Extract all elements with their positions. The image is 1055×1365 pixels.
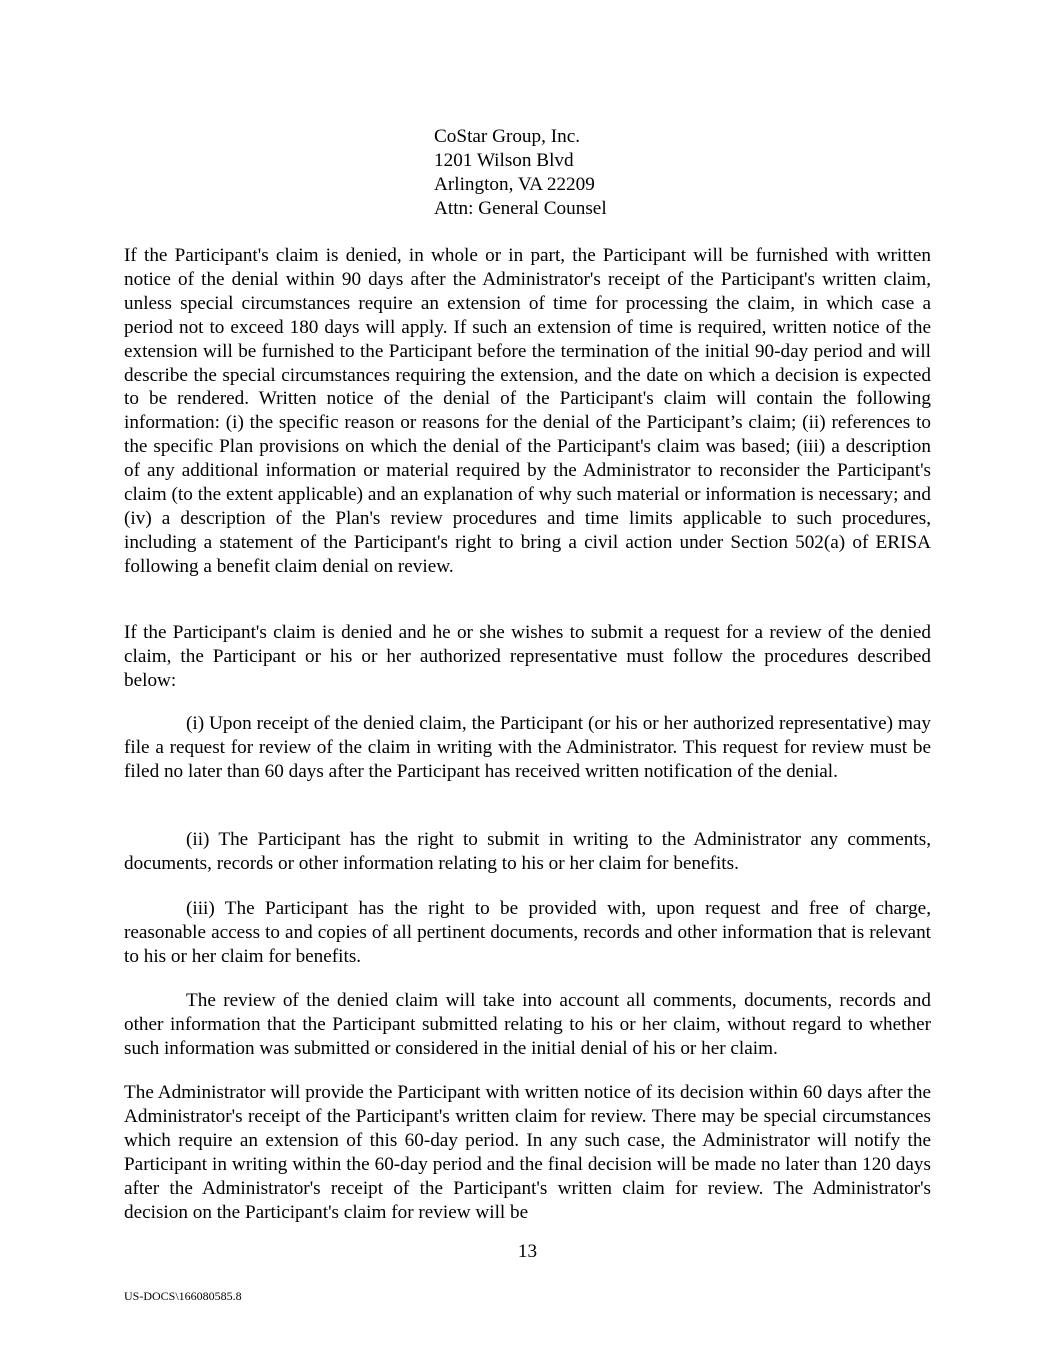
document-id-footer: US-DOCS\166080585.8 [124, 1289, 242, 1303]
address-line: 1201 Wilson Blvd [434, 149, 574, 171]
address-line: Arlington, VA 22209 [434, 173, 595, 195]
address-line: CoStar Group, Inc. [434, 126, 581, 147]
page-number: 13 [517, 1241, 538, 1262]
paragraph-review-step-iii: (iii) The Participant has the right to be provided with, upon request and free of charge, reasonable access to and copies of all pertinent documents, records and other information that is relevant to his or her claim for benefits. [124, 898, 931, 967]
paragraph-review-step-ii: (ii) The Participant has the right to submit in writing to the Administrator any comments, documents, records or other information relating to his or her claim for benefits. [124, 829, 931, 874]
address-line: Attn: General Counsel [434, 197, 607, 219]
paragraph-decision-timing: The Administrator will provide the Participant with written notice of its decision within 60 days after the Administrator's receipt of the Participant's written claim for review. There may be special circumstances which require an extension of this 60-day period. In any such case, the Administrator will notify the Participant in writing within the 60-day period and the final decision will be made no later than 120 days after the Administrator's receipt of the Participant's written claim for review. The Administrator's decision on the Participant's claim for review will be [124, 1082, 931, 1223]
paragraph-review-request: If the Participant's claim is denied and he or she wishes to submit a request for a review of the denied claim, the Participant or his or her authorized representative must follow the procedures described below: [124, 622, 931, 691]
address-block [434, 125, 607, 221]
paragraph-review-consideration: The review of the denied claim will take into account all comments, documents, records and other information that the Participant submitted relating to his or her claim, without regard to whether such information was submitted or considered in the initial denial of his or her claim. [124, 990, 931, 1059]
paragraph-claim-denial-notice: If the Participant's claim is denied, in whole or in part, the Participant will be furnished with written notice of the denial within 90 days after the Administrator's receipt of the Participant's written claim, unless special circumstances require an extension of time for processing the claim, in which case a period not to exceed 180 days will apply. If such an extension of time is required, written notice of the extension will be furnished to the Participant before the termination of the initial 90-day period and will describe the special circumstances requiring the extension, and the date on which a decision is expected to be rendered. Written notice of the denial of the Participant's claim will contain the following information: (i) the specific reason or reasons for the denial of the Participant’s claim; (ii) references to the specific Plan provisions on which the denial of the Participant's claim was based; (iii) a description of any additional information or material required by the Administrator to reconsider the Participant's claim (to the extent applicable) and an explanation of why such material or information is necessary; and (iv) a description of the Plan's review procedures and time limits applicable to such procedures, including a statement of the Participant's right to bring a civil action under Section 502(a) of ERISA following a benefit claim denial on review. [124, 245, 931, 577]
paragraph-review-step-i: (i) Upon receipt of the denied claim, the Participant (or his or her authorized representative) may file a request for review of the claim in writing with the Administrator. This request for review must be filed no later than 60 days after the Participant has received written notification of the denial. [124, 713, 931, 782]
